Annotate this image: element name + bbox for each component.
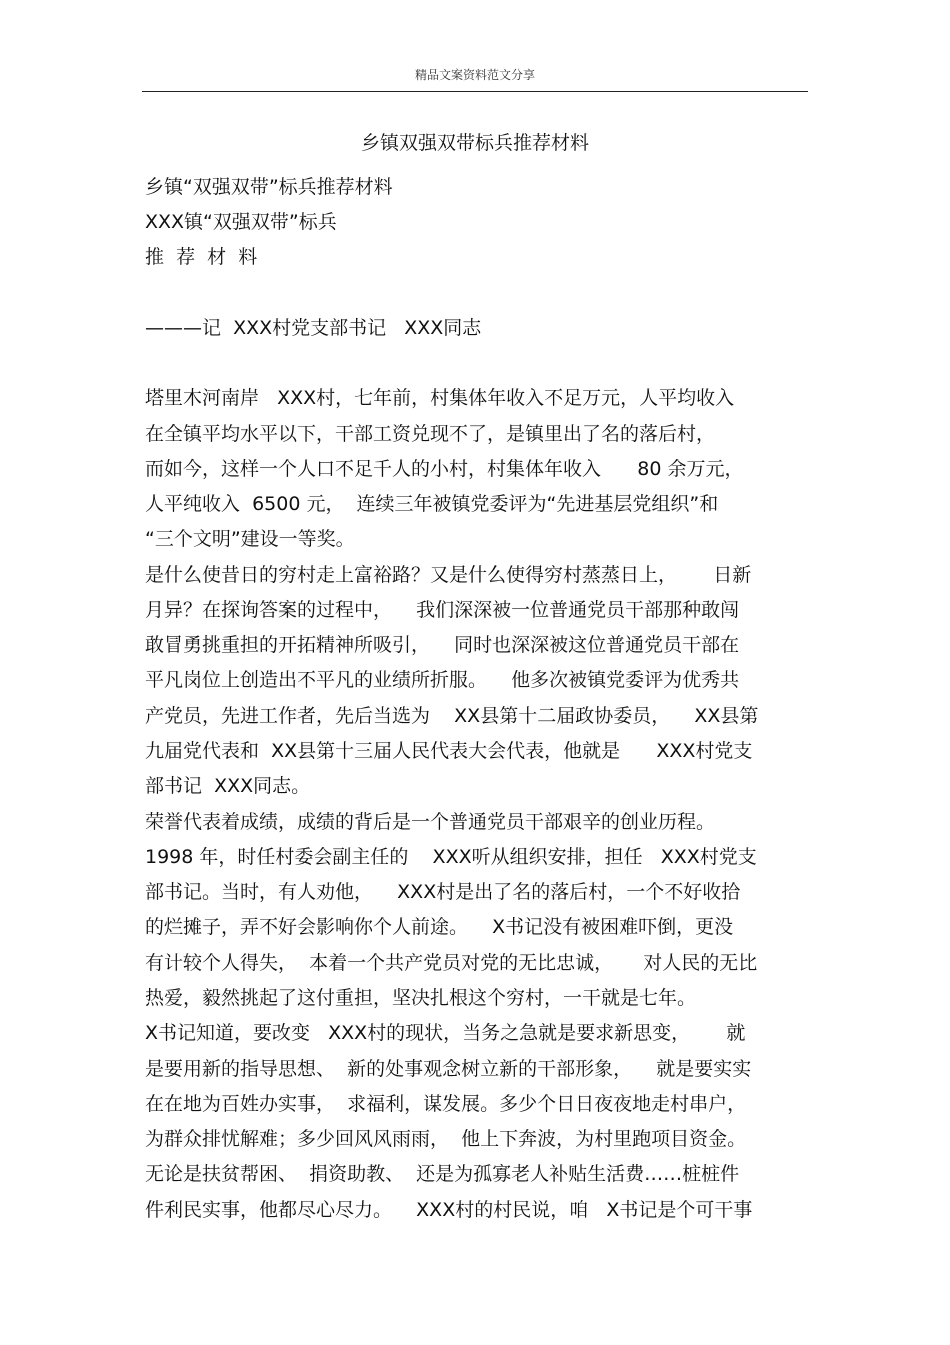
body-line: 在在地为百姓办实事， 求福利，谋发展。多少个日日夜夜地走村串户， — [145, 1093, 747, 1115]
header-divider — [142, 91, 808, 92]
body-line: 平凡岗位上创造出不平凡的业绩所折服。 他多次被镇党委评为优秀共 — [145, 669, 740, 691]
body-line: 月异？在探询答案的过程中， 我们深深被一位普通党员干部那种敢闯 — [145, 599, 740, 621]
body-line: X书记知道，要改变 XXX村的现状，当务之急就是要求新思变， 就 — [145, 1022, 746, 1044]
body-line: 1998 年，时任村委会副主任的 XXX听从组织安排，担任 XXX村党支 — [145, 846, 757, 868]
body-line: 是要用新的指导思想、 新的处事观念树立新的干部形象， 就是要实实 — [145, 1058, 752, 1080]
body-line: 塔里木河南岸 XXX村，七年前，村集体年收入不足万元，人平均收入 — [145, 387, 735, 409]
body-line: 的烂摊子，弄不好会影响你个人前途。 X书记没有被困难吓倒，更没 — [145, 916, 734, 938]
body-line: 九届党代表和 XX县第十三届人民代表大会代表，他就是 XXX村党支 — [145, 740, 753, 762]
body-line: 有计较个人得失， 本着一个共产党员对党的无比忠诚， 对人民的无比 — [145, 952, 758, 974]
body-line: 荣誉代表着成绩，成绩的背后是一个普通党员干部艰辛的创业历程。 — [145, 811, 716, 833]
body-line: ———记 XXX村党支部书记 XXX同志 — [145, 317, 482, 339]
page-header: 精品文案资料范文分享 — [414, 68, 535, 82]
body-line: 热爱，毅然挑起了这付重担，坚决扎根这个穷村，一干就是七年。 — [145, 987, 697, 1009]
document-title: 乡镇双强双带标兵推荐材料 — [360, 132, 589, 154]
body-line: 而如今，这样一个人口不足千人的小村，村集体年收入 80 余万元， — [145, 458, 744, 480]
body-line: 无论是扶贫帮困、 捐资助教、 还是为孤寡老人补贴生活费……桩桩件 — [145, 1163, 740, 1185]
body-line: 人平纯收入 6500 元， 连续三年被镇党委评为“先进基层党组织”和 — [145, 493, 719, 515]
body-line: 件利民实事，他都尽心尽力。 XXX村的村民说，咱 X书记是个可干事 — [145, 1199, 753, 1221]
body-line: “三个文明”建设一等奖。 — [145, 528, 355, 550]
body-line: 部书记 XXX同志。 — [145, 775, 311, 797]
body-line: 在全镇平均水平以下，干部工资兑现不了，是镇里出了名的落后村， — [145, 423, 716, 445]
body-line: 是什么使昔日的穷村走上富裕路？又是什么使得穷村蒸蒸日上， 日新 — [145, 564, 752, 586]
body-line: 乡镇“双强双带”标兵推荐材料 — [145, 176, 393, 198]
body-line: 为群众排忧解难；多少回风风雨雨， 他上下奔波，为村里跑项目资金。 — [145, 1128, 747, 1150]
body-line: 部书记。当时，有人劝他， XXX村是出了名的落后村，一个不好收拾 — [145, 881, 741, 903]
body-line: 敢冒勇挑重担的开拓精神所吸引， 同时也深深被这位普通党员干部在 — [145, 634, 740, 656]
body-line: 产党员，先进工作者，先后当选为 XX县第十二届政协委员， XX县第 — [145, 705, 759, 727]
body-line: XXX镇“双强双带”标兵 — [145, 211, 337, 233]
body-line: 推 荐 材 料 — [145, 246, 258, 268]
